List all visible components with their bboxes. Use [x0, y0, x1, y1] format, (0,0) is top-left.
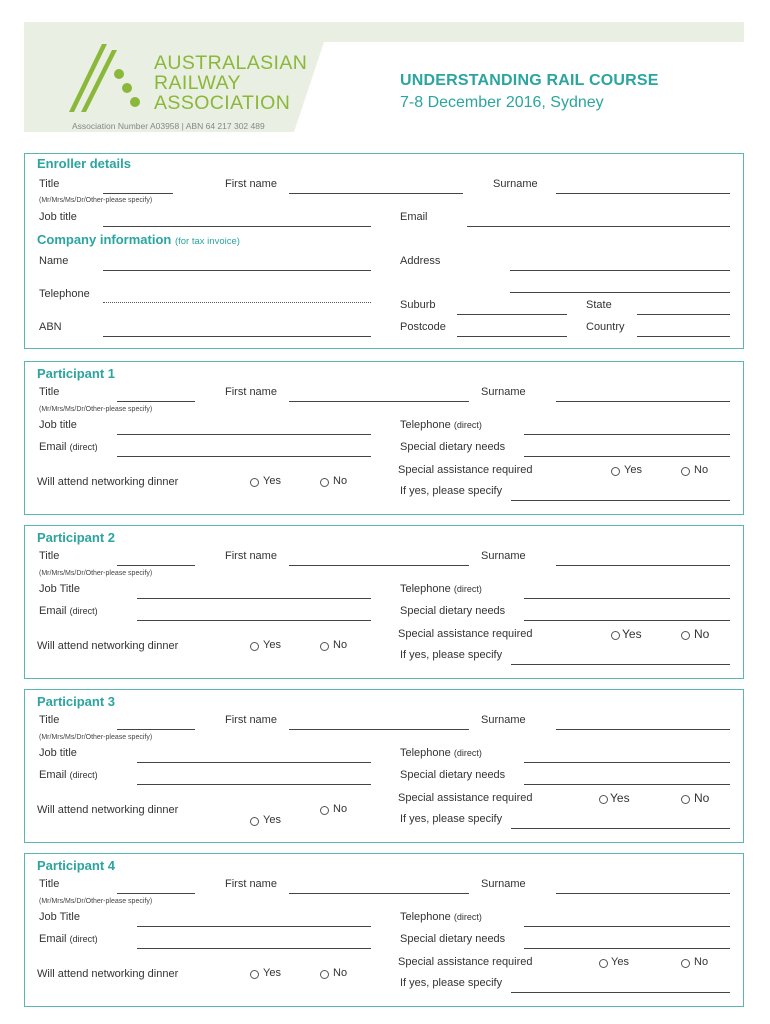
p2-dinner-label: Will attend networking dinner: [37, 640, 179, 652]
p1-dinner-label: Will attend networking dinner: [37, 476, 179, 488]
p4-dinner-no-label: No: [333, 967, 348, 979]
info-separator: |: [181, 121, 184, 131]
abn-number: ABN 64 217 302 489: [185, 121, 265, 131]
company-name-label: Name: [39, 255, 69, 267]
p4-assistance-yes-label: Yes: [611, 956, 629, 968]
p2-assistance-yes-label: Yes: [622, 627, 642, 641]
company-suburb-field[interactable]: [457, 314, 567, 315]
p3-surname-field[interactable]: [556, 729, 730, 730]
p2-job-title-label: Job Title: [39, 583, 80, 595]
p2-assistance-yes-radio[interactable]: [611, 631, 620, 640]
p2-specify-field[interactable]: [511, 664, 730, 665]
p1-first-name-label: First name: [225, 386, 277, 398]
p2-assistance-label: Special assistance required: [398, 628, 533, 640]
company-address-field-1[interactable]: [510, 270, 730, 271]
p1-specify-label: If yes, please specify: [400, 485, 503, 497]
p1-assistance-label: Special assistance required: [398, 464, 533, 476]
p3-title-hint: (Mr/Mrs/Ms/Dr/Other-please specify): [39, 734, 153, 741]
p3-assistance-yes-radio[interactable]: [599, 795, 608, 804]
enroller-title-hint: (Mr/Mrs/Ms/Dr/Other-please specify): [39, 197, 153, 204]
org-name-line1: AUSTRALASIAN: [154, 52, 308, 74]
p1-dietary-label: Special dietary needs: [400, 441, 506, 453]
p2-first-name-field[interactable]: [289, 565, 469, 566]
p1-surname-label: Surname: [481, 386, 526, 398]
p4-assistance-label: Special assistance required: [398, 956, 533, 968]
p4-dinner-yes-radio[interactable]: [250, 970, 259, 979]
p2-telephone-text: Telephone: [400, 583, 451, 595]
p1-email-label: [39, 441, 98, 453]
enroller-title-label: Title: [39, 178, 60, 190]
p2-telephone-sub: (direct): [453, 584, 482, 594]
p3-telephone-sub: (direct): [453, 748, 482, 758]
p4-surname-field[interactable]: [556, 893, 730, 894]
p2-telephone-field[interactable]: [524, 598, 730, 599]
company-address-label: Address: [400, 255, 441, 267]
p3-email-text: Email: [39, 769, 67, 781]
p2-dietary-field[interactable]: [524, 620, 730, 621]
p1-email-sub: (direct): [69, 442, 98, 452]
company-state-label: State: [586, 299, 612, 311]
p2-dinner-no-label: No: [333, 639, 348, 651]
p2-dinner-no-radio[interactable]: [320, 642, 329, 651]
enroller-email-label: Email: [400, 211, 428, 223]
p3-email-sub: (direct): [69, 770, 98, 780]
enroller-email-field[interactable]: [467, 226, 730, 227]
p1-assistance-no-radio[interactable]: [681, 467, 690, 476]
p4-dinner-no-radio[interactable]: [320, 970, 329, 979]
p2-email-label: [39, 605, 98, 617]
p3-dinner-yes-label: Yes: [263, 814, 281, 826]
company-address-field-2[interactable]: [510, 292, 730, 293]
p3-email-label: [39, 769, 98, 781]
p2-title-hint: (Mr/Mrs/Ms/Dr/Other-please specify): [39, 570, 153, 577]
p2-telephone-label: [400, 583, 482, 595]
p4-specify-field[interactable]: [511, 992, 730, 993]
company-telephone-field[interactable]: [103, 302, 371, 303]
p4-telephone-sub: (direct): [453, 912, 482, 922]
p3-dinner-no-radio[interactable]: [320, 806, 329, 815]
p4-dinner-yes-label: Yes: [263, 967, 281, 979]
p1-dinner-yes-label: Yes: [263, 475, 281, 487]
p1-dietary-field[interactable]: [524, 456, 730, 457]
p2-dietary-label: Special dietary needs: [400, 605, 506, 617]
participant-2-heading: Participant 2: [37, 530, 116, 545]
p4-job-title-field[interactable]: [137, 926, 371, 927]
p4-title-label: Title: [39, 878, 60, 890]
enroller-job-title-field[interactable]: [103, 226, 371, 227]
p1-job-title-field[interactable]: [117, 434, 371, 435]
p4-specify-label: If yes, please specify: [400, 977, 503, 989]
p4-email-text: Email: [39, 933, 67, 945]
p1-specify-field[interactable]: [511, 500, 730, 501]
p1-title-hint: (Mr/Mrs/Ms/Dr/Other-please specify): [39, 406, 153, 413]
p3-job-title-field[interactable]: [137, 762, 371, 763]
p3-dinner-label: Will attend networking dinner: [37, 804, 179, 816]
p1-dinner-yes-radio[interactable]: [250, 478, 259, 487]
p3-title-label: Title: [39, 714, 60, 726]
p4-telephone-field[interactable]: [524, 926, 730, 927]
p4-dietary-field[interactable]: [524, 948, 730, 949]
p3-dietary-field[interactable]: [524, 784, 730, 785]
p2-specify-label: If yes, please specify: [400, 649, 503, 661]
p3-assistance-no-label: No: [694, 791, 710, 805]
p1-assistance-no-label: No: [694, 464, 709, 476]
participant-3-heading: Participant 3: [37, 694, 116, 709]
p3-specify-field[interactable]: [511, 828, 730, 829]
p1-surname-field[interactable]: [556, 401, 730, 402]
p1-assistance-yes-label: Yes: [624, 464, 642, 476]
enroller-company-section: [24, 153, 744, 349]
p4-surname-label: Surname: [481, 878, 526, 890]
enroller-surname-label: Surname: [493, 178, 538, 190]
p2-email-field[interactable]: [137, 620, 371, 621]
p3-telephone-text: Telephone: [400, 747, 451, 759]
company-abn-label: ABN: [39, 321, 62, 333]
p2-email-text: Email: [39, 605, 67, 617]
p4-first-name-field[interactable]: [289, 893, 469, 894]
p1-telephone-field[interactable]: [524, 434, 730, 435]
company-postcode-field[interactable]: [457, 336, 567, 337]
ara-logo-icon: [66, 44, 156, 116]
enroller-first-name-field[interactable]: [289, 193, 463, 194]
p4-email-field[interactable]: [137, 948, 371, 949]
enroller-surname-field[interactable]: [556, 193, 730, 194]
p3-telephone-field[interactable]: [524, 762, 730, 763]
p2-surname-label: Surname: [481, 550, 526, 562]
p3-email-field[interactable]: [137, 784, 371, 785]
p3-first-name-field[interactable]: [289, 729, 469, 730]
p3-telephone-label: [400, 747, 482, 759]
p1-first-name-field[interactable]: [289, 401, 469, 402]
company-heading: [37, 232, 240, 247]
p4-title-field[interactable]: [117, 893, 195, 894]
company-name-field[interactable]: [103, 270, 371, 271]
participant-3-section: [24, 689, 744, 843]
p2-dinner-yes-radio[interactable]: [250, 642, 259, 651]
company-abn-field[interactable]: [103, 336, 371, 337]
company-suburb-label: Suburb: [400, 299, 436, 311]
p4-dinner-label: Will attend networking dinner: [37, 968, 179, 980]
company-country-field[interactable]: [637, 336, 730, 337]
course-title: UNDERSTANDING RAIL COURSE: [400, 72, 659, 89]
p3-dietary-label: Special dietary needs: [400, 769, 506, 781]
p4-email-sub: (direct): [69, 934, 98, 944]
association-number: Association Number A03958: [72, 121, 180, 131]
enroller-job-title-label: Job title: [39, 211, 77, 223]
p4-first-name-label: First name: [225, 878, 277, 890]
p2-job-title-field[interactable]: [137, 598, 371, 599]
p2-dinner-yes-label: Yes: [263, 639, 281, 651]
p2-email-sub: (direct): [69, 606, 98, 616]
p1-dinner-no-radio[interactable]: [320, 478, 329, 487]
p4-email-label: [39, 933, 98, 945]
p2-title-field[interactable]: [117, 565, 195, 566]
p2-assistance-no-radio[interactable]: [681, 631, 690, 640]
p4-title-hint: (Mr/Mrs/Ms/Dr/Other-please specify): [39, 898, 153, 905]
p3-first-name-label: First name: [225, 714, 277, 726]
p3-assistance-label: Special assistance required: [398, 792, 533, 804]
p3-assistance-yes-label: Yes: [610, 791, 630, 805]
participant-4-heading: Participant 4: [37, 858, 116, 873]
p4-assistance-no-label: No: [694, 956, 709, 968]
company-country-label: Country: [586, 321, 625, 333]
p2-first-name-label: First name: [225, 550, 277, 562]
p1-email-text: Email: [39, 441, 67, 453]
p4-assistance-yes-radio[interactable]: [599, 959, 608, 968]
org-name-line3: ASSOCIATION: [154, 92, 291, 114]
p1-title-field[interactable]: [117, 401, 195, 402]
participant-1-section: [24, 361, 744, 515]
company-telephone-label: Telephone: [39, 288, 90, 300]
p1-telephone-text: Telephone: [400, 419, 451, 431]
p4-job-title-label: Job Title: [39, 911, 80, 923]
enroller-title-field[interactable]: [103, 193, 173, 194]
association-info: [72, 121, 265, 131]
p4-telephone-label: [400, 911, 482, 923]
enroller-first-name-label: First name: [225, 178, 277, 190]
participant-1-heading: Participant 1: [37, 366, 116, 381]
p2-surname-field[interactable]: [556, 565, 730, 566]
p1-job-title-label: Job title: [39, 419, 77, 431]
org-name-line2: RAILWAY: [154, 72, 241, 94]
p4-dietary-label: Special dietary needs: [400, 933, 506, 945]
p3-specify-label: If yes, please specify: [400, 813, 503, 825]
p3-dinner-no-label: No: [333, 803, 348, 815]
participant-2-section: [24, 525, 744, 679]
p4-assistance-no-radio[interactable]: [681, 959, 690, 968]
p2-title-label: Title: [39, 550, 60, 562]
company-heading-text: Company information: [37, 232, 172, 247]
p2-assistance-no-label: No: [694, 627, 710, 641]
p3-dinner-yes-radio[interactable]: [250, 817, 259, 826]
p1-dinner-no-label: No: [333, 475, 348, 487]
company-state-field[interactable]: [637, 314, 730, 315]
p3-assistance-no-radio[interactable]: [681, 795, 690, 804]
p1-telephone-label: [400, 419, 482, 431]
p3-title-field[interactable]: [117, 729, 195, 730]
company-heading-note: (for tax invoice): [174, 236, 240, 247]
p1-title-label: Title: [39, 386, 60, 398]
enroller-heading: Enroller details: [37, 156, 131, 171]
course-date: 7-8 December 2016, Sydney: [400, 94, 604, 111]
p3-job-title-label: Job title: [39, 747, 77, 759]
company-postcode-label: Postcode: [400, 321, 446, 333]
p3-surname-label: Surname: [481, 714, 526, 726]
participant-4-section: [24, 853, 744, 1007]
p1-assistance-yes-radio[interactable]: [611, 467, 620, 476]
p1-email-field[interactable]: [117, 456, 371, 457]
p1-telephone-sub: (direct): [453, 420, 482, 430]
p4-telephone-text: Telephone: [400, 911, 451, 923]
